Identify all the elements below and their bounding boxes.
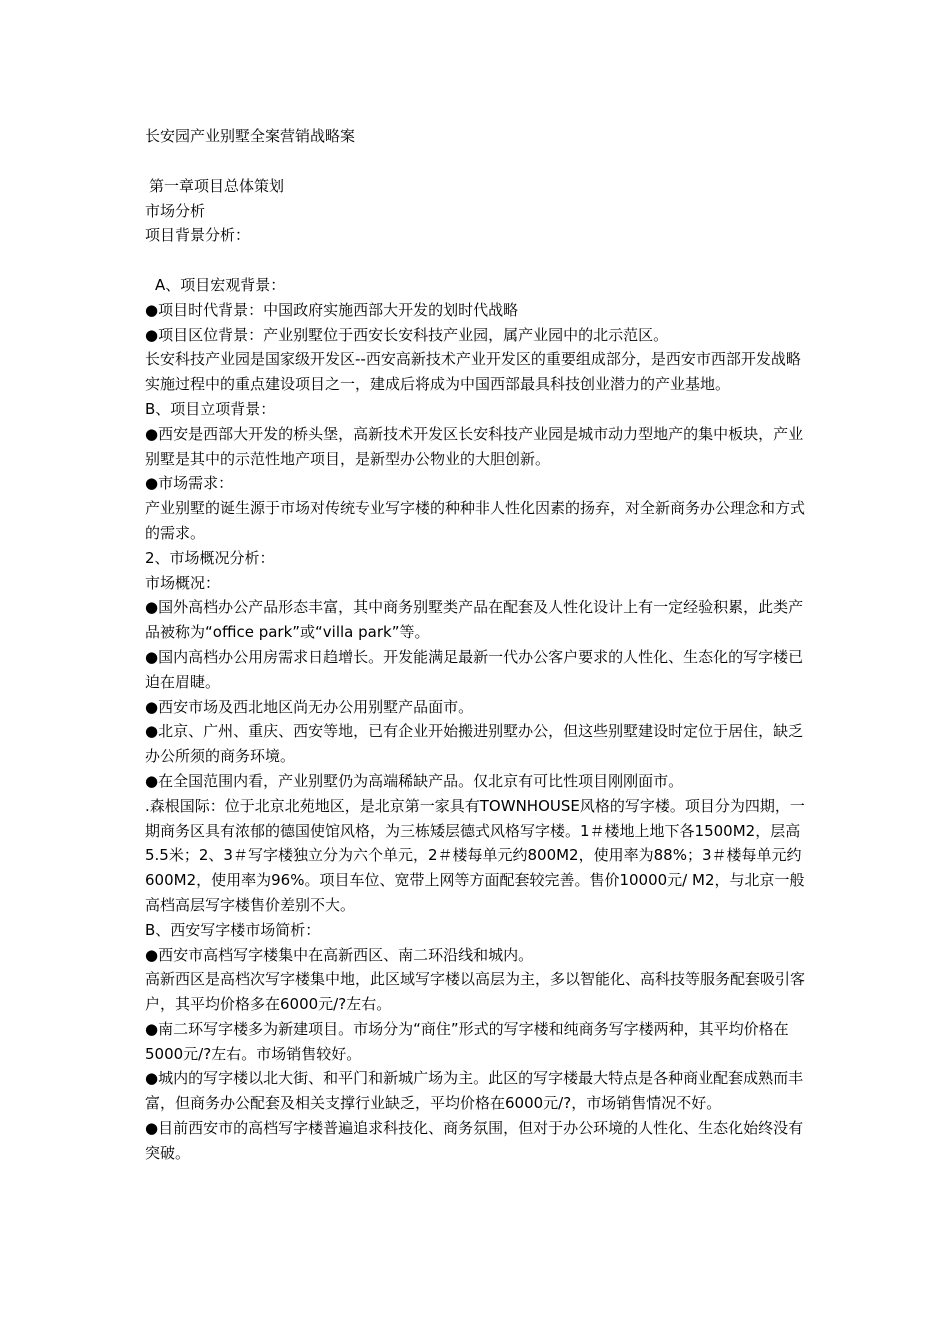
paragraph-market-overview-heading: 2、市场概况分析： [145,548,275,567]
paragraph-national-scarcity: ●在全国范围内看，产业别墅仍为高端稀缺产品。仅北京有可比性项目刚刚面市。 [145,771,684,790]
paragraph-hightech-west: 高新西区是高档次写字楼集中地，此区域写字楼以高层为主，多以智能化、高科技等服务配套吸引客户，其平均价格多在6000元/?左右。 [145,970,806,1014]
paragraph-xian-office-heading: B、西安写字楼市场简析： [145,920,321,939]
paragraph-project-approval-heading: B、项目立项背景： [145,399,276,418]
paragraph-domestic-demand: ●国内高档办公用房需求日趋增长。开发能满足最新一代办公客户要求的人性化、生态化的写字楼已迫在眉睫。 [145,647,804,691]
paragraph-sengen-international: .森根国际：位于北京北苑地区，是北京第一家具有TOWNHOUSE风格的写字楼。项目分为四期，一期商务区具有浓郁的德国使馆风格，为三栋矮层德式风格写字楼。1＃楼地上地下各1500M2，层高5.5米；2、3＃写字楼独立分为六个单元，2＃楼每单元约800M2，使用率为88%；3＃楼每单元约600M2，使用率为96%。项目车位、宽带上网等方面配套较完善。售价10000元/ M2，与北京一般高档高层写字楼售价差别不大。 [145,796,805,914]
paragraph-xian-no-villa: ●西安市场及西北地区尚无办公用别墅产品面市。 [145,697,474,716]
paragraph-south-second-ring: ●南二环写字楼多为新建项目。市场分为“商住”形式的写字楼和纯商务写字楼两种，其平均价格在5000元/?左右。市场销售较好。 [145,1019,789,1063]
document-title: 长安园产业别墅全案营销战略案 [145,127,356,145]
section-heading: 市场分析 [145,201,206,220]
paragraph-market-overview-label: 市场概况： [145,573,221,592]
paragraph-market-demand: 产业别墅的诞生源于市场对传统专业写字楼的种种非人性化因素的扬弃，对全新商务办公理念和方式的需求。 [145,499,806,542]
paragraph-era-background: ●项目时代背景：中国政府实施西部大开发的划时代战略 [145,300,519,319]
subsection-heading: 项目背景分析： [145,226,251,245]
paragraph-park-description: 长安科技产业园是国家级开发区--西安高新技术产业开发区的重要组成部分，是西安市西部开发战略实施过程中的重点建设项目之一，建成后将成为中国西部最具科技创业潜力的产业基地。 [145,350,801,394]
paragraph-location-background: ●项目区位背景：产业别墅位于西安长安科技产业园，属产业园中的北示范区。 [145,325,669,344]
paragraph-foreign-products: ●国外高档办公产品形态丰富，其中商务别墅类产品在配套及人性化设计上有一定经验积累，此类产品被称为“office park”或“villa park”等。 [145,598,804,642]
paragraph-cities-villa-office: ●北京、广州、重庆、西安等地，已有企业开始搬进别墅办公，但这些别墅建设时定位于居住，缺乏办公所须的商务环境。 [145,722,804,766]
paragraph-market-demand-heading: ●市场需求： [145,474,234,493]
paragraph-xian-bridgehead: ●西安是西部大开发的桥头堡，高新技术开发区长安科技产业园是城市动力型地产的集中板块，产业别墅是其中的示范性地产项目，是新型办公物业的大胆创新。 [145,424,804,468]
paragraph-current-trend: ●目前西安市的高档写字楼普遍追求科技化、商务氛围，但对于办公环境的人性化、生态化始终没有突破。 [145,1119,804,1162]
document-body [145,124,807,1166]
paragraph-inner-city: ●城内的写字楼以北大街、和平门和新城广场为主。此区的写字楼最大特点是各种商业配套成熟而丰富，但商务办公配套及相关支撑行业缺乏，平均价格在6000元/?，市场销售情况不好。 [145,1069,804,1113]
paragraph-xian-office-locations: ●西安市高档写字楼集中在高新西区、南二环沿线和城内。 [145,945,534,964]
chapter-heading: 第一章项目总体策划 [149,176,285,195]
paragraph-macro-background-heading: A、项目宏观背景： [155,275,286,294]
